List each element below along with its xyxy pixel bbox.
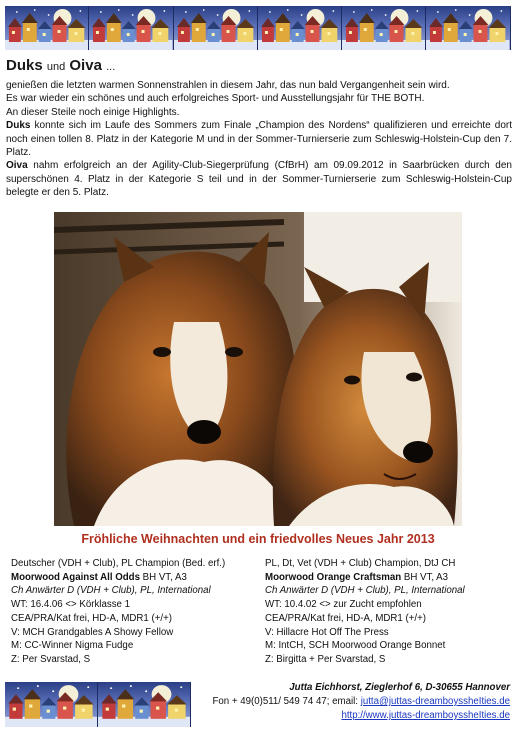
- village-illustration-tile: [174, 6, 258, 50]
- title-ellipsis: ...: [106, 61, 116, 73]
- contact-line: [190, 695, 510, 709]
- dog-name: Moorwood Orange Craftsman: [265, 571, 402, 583]
- dog-breeder: Z: Per Svarstad, S: [11, 653, 91, 665]
- dog-health: CEA/PRA/Kat frei, HD-A, MDR1 (+/+): [265, 612, 426, 624]
- website-link[interactable]: http://www.juttas-dreamboyssheIties.de: [341, 710, 510, 721]
- dog-anwaerter: Ch Anwärter D (VDH + Club), PL, International: [265, 585, 465, 597]
- dog-titles: Deutscher (VDH + Club), PL Champion (Bed. erf.): [11, 558, 226, 569]
- village-illustration-tile: [342, 6, 426, 50]
- village-illustration-tile: [89, 6, 173, 50]
- dog-name-line: [11, 571, 261, 585]
- dog-name-line: [265, 571, 515, 585]
- title-dog1: Duks: [6, 57, 43, 74]
- oiva-text: nahm erfolgreich an der Agility-Club-Siegerprüfung (CfBrH) am 09.09.2012 in Saarbrücken durch den superschönen 4. Platz in der Kategorie S teil und in der Sommer-Turnierserie zum Schleswig-Holstein-Cup belegte er den 5. Platz.: [6, 160, 512, 199]
- duks-paragraph: [6, 119, 512, 159]
- dog-health: CEA/PRA/Kat frei, HD-A, MDR1 (+/+): [11, 612, 172, 624]
- dog-anwaerter: Ch Anwärter D (VDH + Club), PL, International: [11, 585, 211, 597]
- dogs-photo: [54, 212, 462, 526]
- contact-address: Jutta Eichhorst, Zieglerhof 6, D-30655 Hannover: [289, 682, 510, 693]
- village-illustration-tile: [5, 6, 89, 50]
- dog-suffix: BH VT, A3: [401, 571, 449, 583]
- intro-text: [6, 79, 512, 200]
- christmas-greeting: Fröhliche Weihnachten und ein friedvolles Neues Jahr 2013: [81, 532, 435, 546]
- dog-wt: WT: 10.4.02 <> zur Zucht empfohlen: [265, 599, 422, 611]
- contact-phone: Fon + 49(0)511/ 549 74 47; email:: [212, 696, 361, 707]
- dog-mother: M: CC-Winner Nigma Fudge: [11, 640, 134, 652]
- email-link[interactable]: jutta@juttas-dreamboyssheIties.de: [360, 696, 510, 707]
- page-title: [6, 57, 115, 74]
- duks-text: konnte sich im Laufe des Sommers zum Finale „Champion des Nordens“ qualifizieren und erreichte dort noch einen tollen 8. Platz in der Kategorie M und in der Sommer-Turnierserie zum Schleswig-Holstein-Cup den 7. Platz.: [6, 120, 512, 159]
- village-illustration-tile: [5, 682, 98, 727]
- contact-footer: [190, 681, 510, 723]
- village-illustration-tile: [258, 6, 342, 50]
- village-illustration-tile: [98, 682, 191, 727]
- dog-breeder: Z: Birgitta + Per Svarstad, S: [265, 653, 386, 665]
- dog-suffix: BH VT, A3: [139, 571, 187, 583]
- oiva-name: Oiva: [6, 160, 28, 172]
- intro-line: genießen die letzten warmen Sonnenstrahlen in diesem Jahr, das nun bald Vergangenheit sein wird.: [6, 80, 450, 91]
- title-dog2: Oiva: [69, 57, 102, 74]
- intro-line: Es war wieder ein schönes und auch erfolgreiches Sport- und Ausstellungsjahr für THE BOTH.: [6, 93, 425, 105]
- bottom-village-art: [5, 682, 191, 727]
- dog-titles: PL, Dt, Vet (VDH + Club) Champion, DtJ CH: [265, 558, 456, 569]
- title-conj: und: [46, 61, 66, 73]
- duks-name: Duks: [6, 120, 31, 132]
- left-dog-pedigree: [11, 557, 261, 667]
- christmas-village-banner: [5, 6, 511, 50]
- dog-father: V: MCH Grandgables A Showy Fellow: [11, 626, 174, 638]
- intro-line: An dieser Steile noch einige Highlights.: [6, 106, 180, 118]
- dog-name: Moorwood Against All Odds: [11, 571, 140, 583]
- dog-mother: M: IntCH, SCH Moorwood Orange Bonnet: [265, 640, 446, 652]
- right-dog-pedigree: [265, 557, 515, 667]
- dog-wt: WT: 16.4.06 <> Körklasse 1: [11, 599, 131, 611]
- oiva-paragraph: [6, 159, 512, 199]
- village-illustration-tile: [426, 6, 510, 50]
- dog-father: V: Hillacre Hot Off The Press: [265, 626, 389, 638]
